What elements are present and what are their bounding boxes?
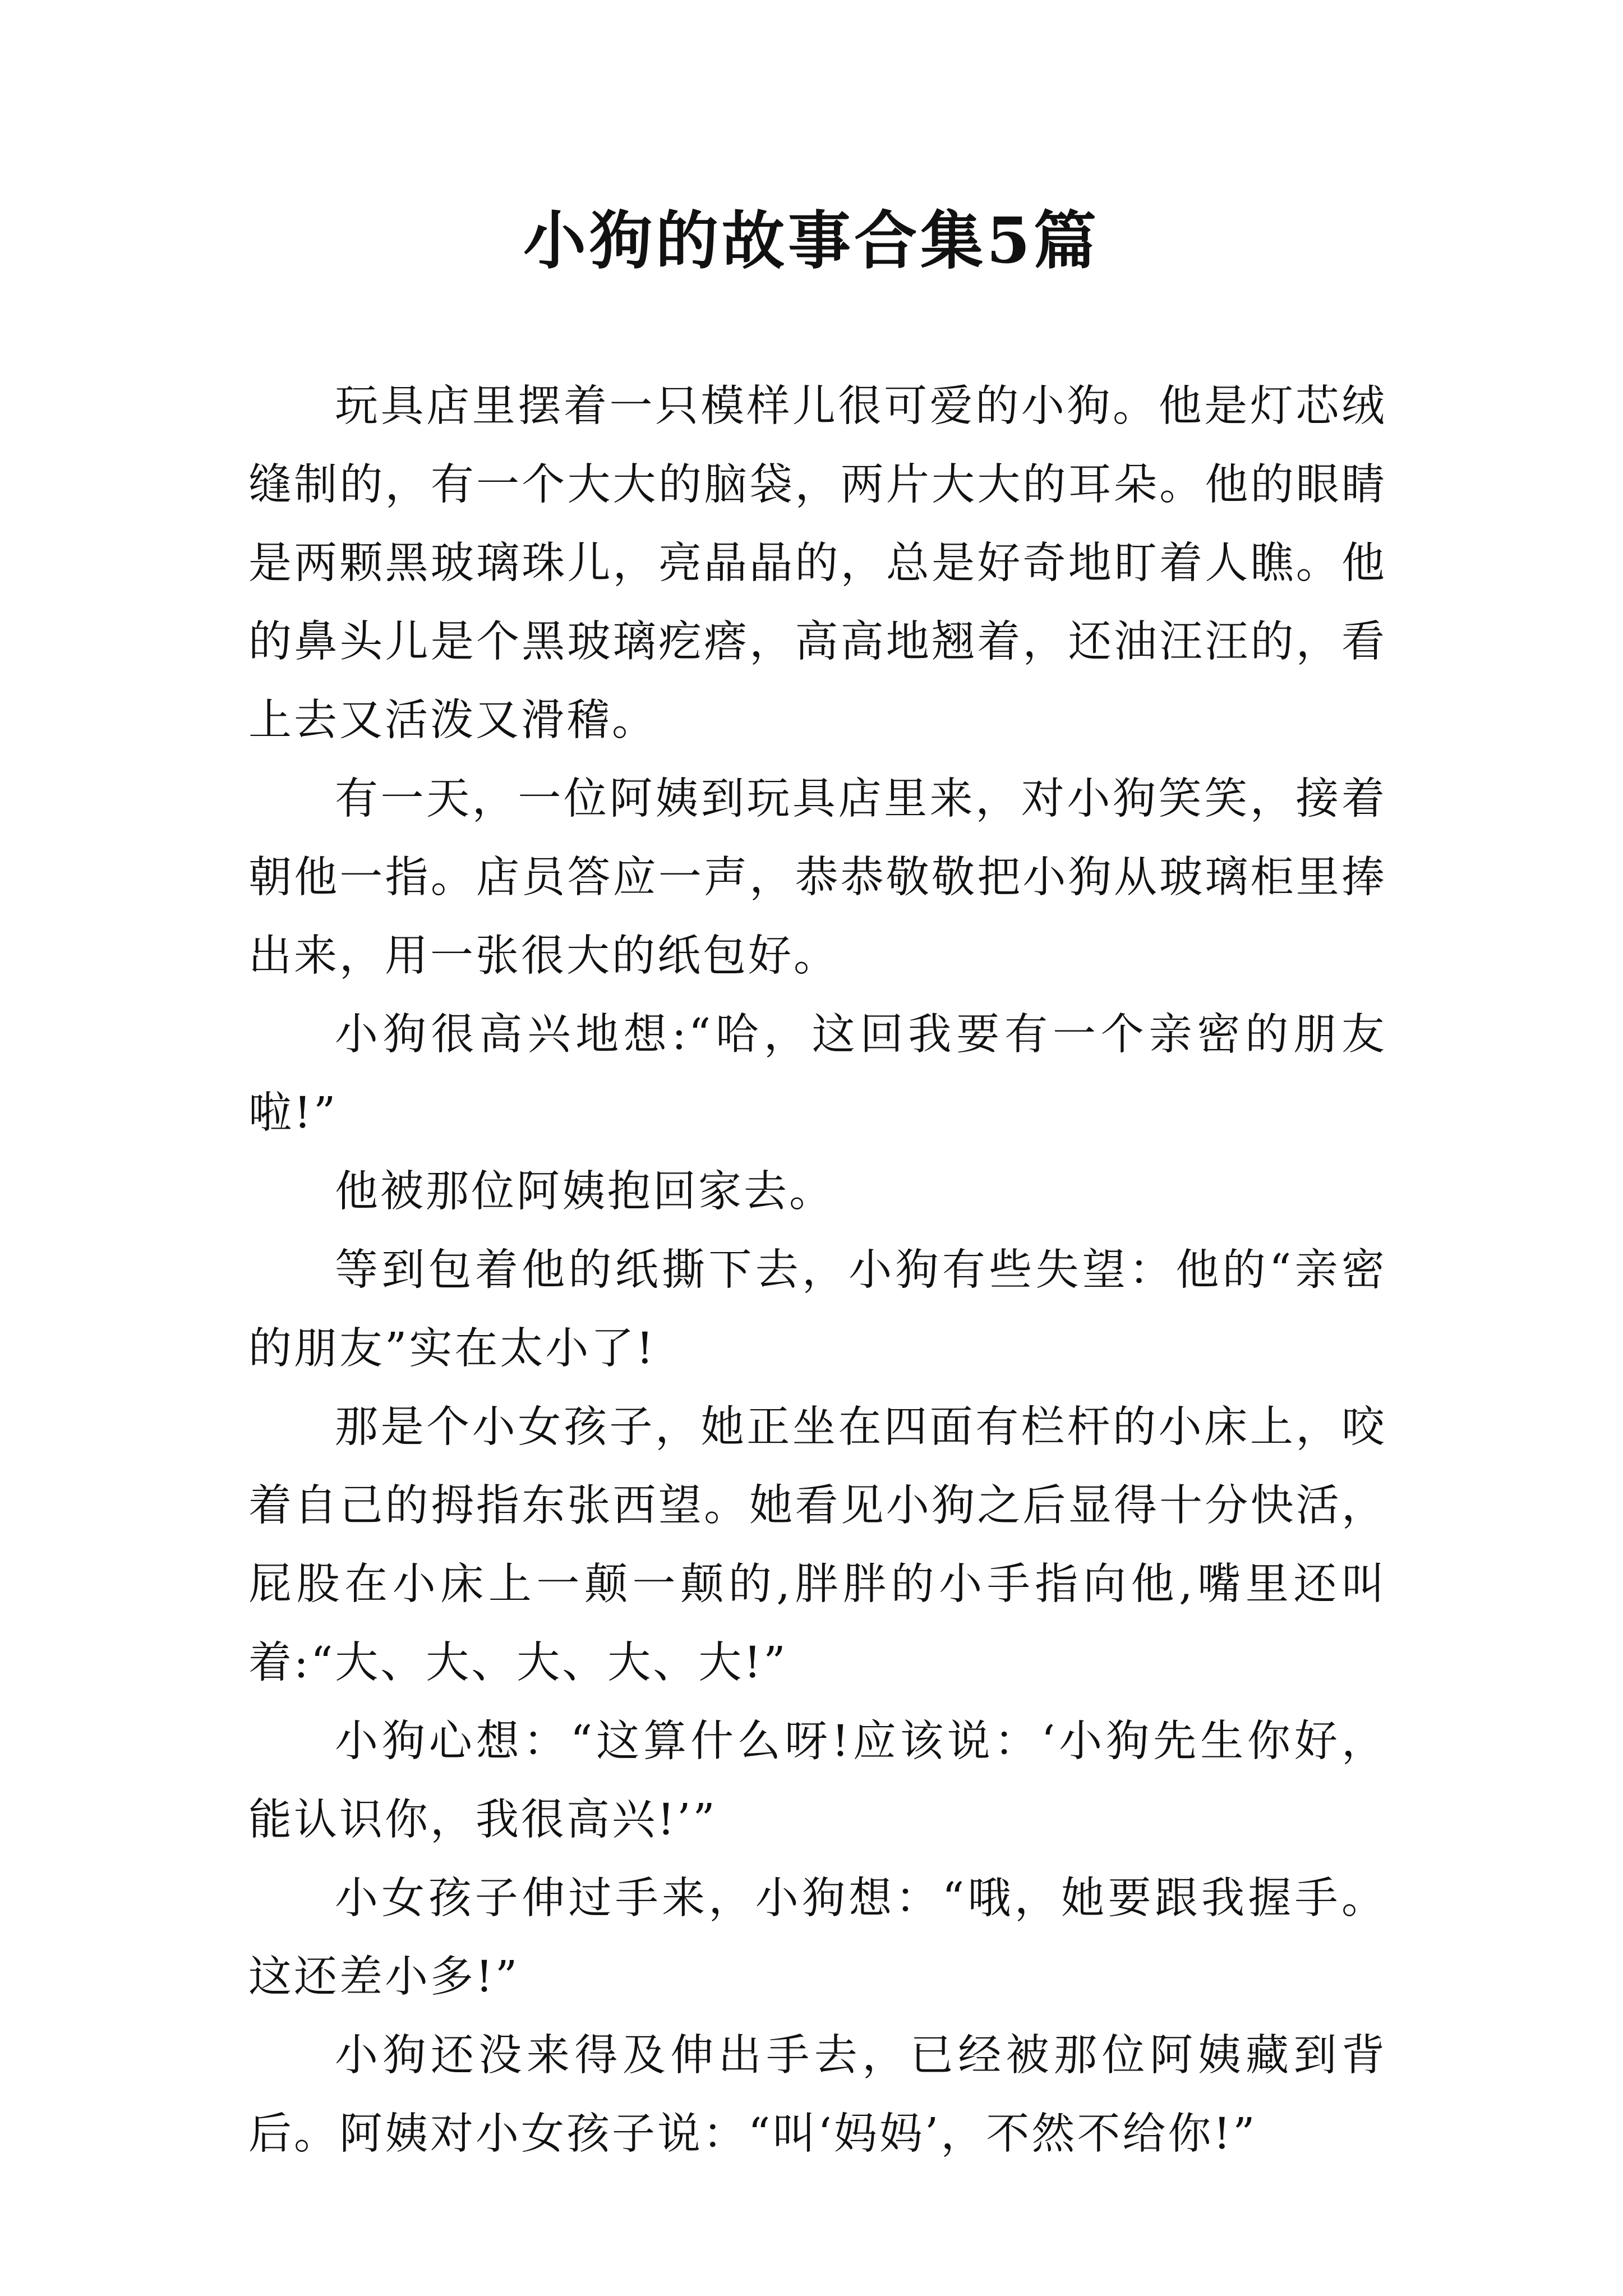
- paragraph: 玩具店里摆着一只模样儿很可爱的小狗。他是灯芯绒缝制的，有一个大大的脑袋，两片大大的耳朵。他的眼睛是两颗黑玻璃珠儿，亮晶晶的，总是好奇地盯着人瞧。他的鼻头儿是个黑玻璃疙瘩，高高地翘着，还油汪汪的，看上去又活泼又滑稽。: [248, 381, 1387, 746]
- paragraph: 小狗很高兴地想:“哈，这回我要有一个亲密的朋友啦!”: [248, 1010, 1387, 1138]
- document-body: [248, 367, 1387, 2174]
- paragraph: 小狗还没来得及伸出手去，已经被那位阿姨藏到背后。阿姨对小女孩子说：“叫‘妈妈’，不然不给你!”: [248, 2031, 1387, 2159]
- paragraph: 小狗心想：“这算什么呀!应该说：‘小狗先生你好，能认识你，我很高兴!’”: [248, 1717, 1387, 1845]
- paragraph: 等到包着他的纸撕下去，小狗有些失望：他的“亲密的朋友”实在太小了!: [248, 1245, 1387, 1374]
- document-title: 小狗的故事合集5篇: [523, 204, 1100, 278]
- paragraph: 那是个小女孩子，她正坐在四面有栏杆的小床上，咬着自己的拇指东张西望。她看见小狗之后显得十分快活，屁股在小床上一颠一颠的,胖胖的小手指向他,嘴里还叫着:“大、大、大、大、大!”: [248, 1402, 1387, 1688]
- paragraph: 小女孩子伸过手来，小狗想：“哦，她要跟我握手。这还差小多!”: [248, 1874, 1387, 2002]
- paragraph: 有一天，一位阿姨到玩具店里来，对小狗笑笑，接着朝他一指。店员答应一声，恭恭敬敬把小狗从玻璃柜里捧出来，用一张很大的纸包好。: [248, 774, 1387, 981]
- paragraph: 他被那位阿姨抱回家去。: [335, 1167, 834, 1217]
